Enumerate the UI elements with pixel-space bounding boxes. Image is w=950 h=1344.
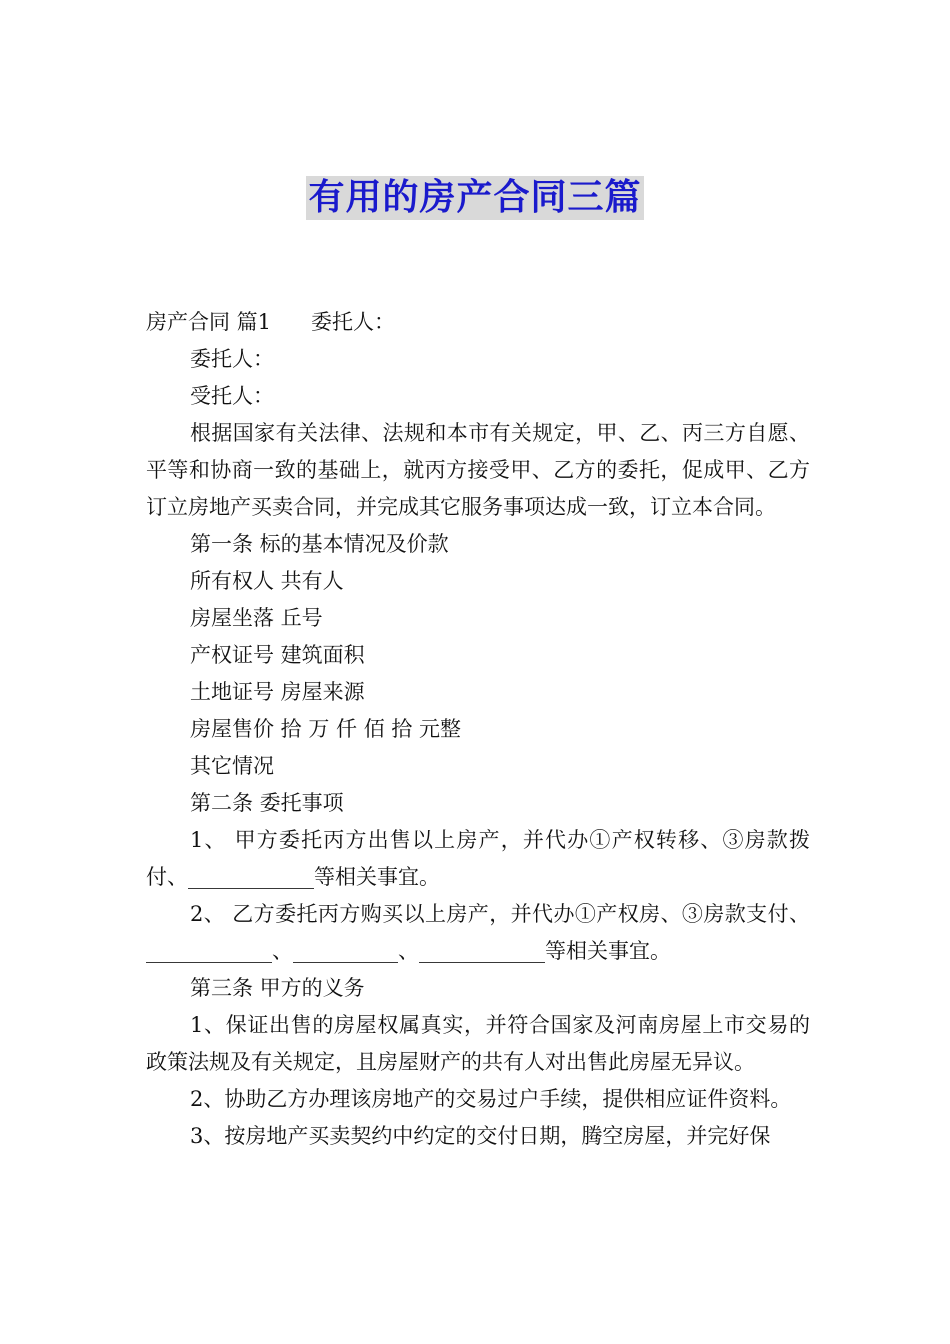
paragraph: 土地证号 房屋来源 [190,680,365,704]
first-party-label: 委托人： [311,310,396,334]
paragraph: 受托人： [190,384,274,408]
article-heading: 第二条 委托事项 [190,791,344,815]
paragraph: 所有权人 共有人 [190,569,344,593]
section-label: 房产合同 篇1 [146,310,272,334]
section-heading-line [146,304,810,341]
article-heading: 第一条 标的基本情况及价款 [190,532,449,556]
paragraph: 3、按房地产买卖契约中约定的交付日期，腾空房屋，并完好保 [190,1124,771,1148]
document-body [146,304,810,1155]
title-container [0,176,950,220]
document-title: 有用的房产合同三篇 [308,177,642,218]
paragraph: 其它情况 [190,754,274,778]
paragraph: 2、协助乙方办理该房地产的交易过户手续，提供相应证件资料。 [190,1087,792,1111]
paragraph: 房屋售价 拾 万 仟 佰 拾 元整 [190,717,462,741]
paragraph: 房屋坐落 丘号 [190,606,323,630]
paragraph: 根据国家有关法律、法规和本市有关规定，甲、乙、丙三方自愿、平等和协商一致的基础上，就丙方接受甲、乙方的委托，促成甲、乙方订立房地产买卖合同，并完成其它服务事项达成一致，订立本合同。 [146,421,810,519]
paragraph: 2、 乙方委托丙方购买以上房产，并代办①产权房、③房款支付、____________、__________、____________等相关事宜。 [146,902,810,963]
paragraph: 1、 甲方委托丙方出售以上房产，并代办①产权转移、③房款拨付、____________等相关事宜。 [146,828,810,889]
paragraph: 1、保证出售的房屋权属真实，并符合国家及河南房屋上市交易的政策法规及有关规定，且房屋财产的共有人对出售此房屋无异议。 [146,1013,810,1074]
paragraph: 产权证号 建筑面积 [190,643,365,667]
paragraph: 委托人： [190,347,274,371]
article-heading: 第三条 甲方的义务 [190,976,365,1000]
